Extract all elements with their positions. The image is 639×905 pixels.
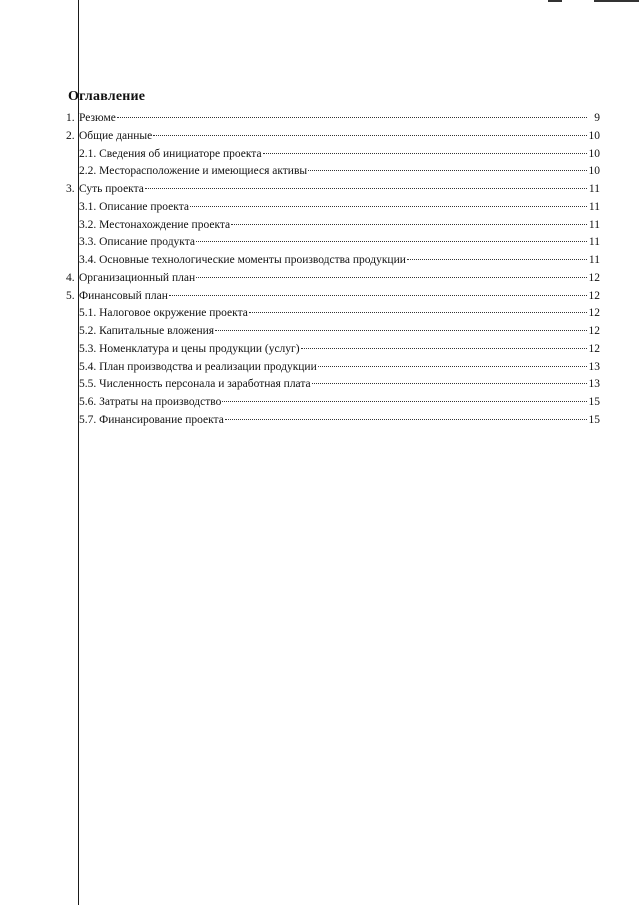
- toc-entry-page: 11: [588, 183, 600, 195]
- dot-leader: [249, 311, 587, 313]
- toc-entry-page: 15: [588, 413, 600, 426]
- toc-entry[interactable]: [66, 323, 600, 341]
- toc-entry-page: 12: [588, 307, 600, 320]
- toc-entry-page: 11: [588, 254, 600, 266]
- toc-entry[interactable]: [66, 270, 600, 288]
- toc-entry-label: Организационный план: [79, 271, 196, 284]
- dot-leader: [231, 223, 587, 225]
- toc-entry-label: Общие данные: [79, 129, 153, 142]
- toc-entry[interactable]: [66, 252, 600, 270]
- dot-leader: [312, 382, 587, 384]
- toc-entry-number: 4.: [66, 271, 75, 284]
- toc-entry[interactable]: [66, 146, 600, 164]
- toc-entry-page: 11: [588, 218, 600, 231]
- dot-leader: [407, 258, 587, 260]
- toc-entry-label: Финансовый план: [79, 289, 168, 302]
- toc-entry[interactable]: [66, 234, 600, 252]
- toc-entry[interactable]: [66, 199, 600, 217]
- toc-entry-page: 12: [588, 289, 600, 302]
- dot-leader: [196, 240, 587, 242]
- toc-entry-label: 2.1. Сведения об инициаторе проекта: [79, 147, 262, 160]
- dot-leader: [301, 347, 587, 349]
- toc-entry-label: 3.4. Основные технологические моменты производства продукции: [79, 254, 406, 266]
- dot-leader: [196, 276, 587, 278]
- toc-entry-number: 5.: [66, 289, 75, 302]
- toc-entry-label: 5.1. Налоговое окружение проекта: [79, 307, 248, 320]
- toc-entry-label: 3.3. Описание продукта: [79, 236, 196, 249]
- toc-entry[interactable]: [66, 359, 600, 377]
- toc-entry-page: 13: [588, 360, 600, 373]
- toc-entry-page: 11: [588, 200, 600, 213]
- toc-entry[interactable]: [66, 128, 600, 146]
- toc-entry-number: 3.: [66, 183, 75, 195]
- toc-entry-label: 5.4. План производства и реализации продукции: [79, 360, 317, 373]
- toc-entry-page: 12: [588, 342, 600, 355]
- dot-leader: [190, 205, 587, 207]
- toc-entry-label: 2.2. Месторасположение и имеющиеся активы: [79, 165, 308, 178]
- dot-leader: [308, 169, 587, 171]
- toc-entry-label: 5.3. Номенклатура и цены продукции (услуг): [79, 342, 300, 355]
- toc-entry-label: 5.2. Капитальные вложения: [79, 325, 215, 337]
- toc-entry[interactable]: [66, 217, 600, 235]
- dot-leader: [153, 134, 587, 136]
- toc-entry-label: Суть проекта: [79, 183, 144, 195]
- toc-entry-label: 5.6. Затраты на производство: [79, 396, 222, 408]
- toc-entry-page: 10: [588, 129, 600, 142]
- dot-leader: [318, 365, 587, 367]
- toc-entry[interactable]: [66, 394, 600, 412]
- dot-leader: [117, 116, 587, 118]
- dot-leader: [222, 400, 587, 402]
- toc-entry[interactable]: [66, 305, 600, 323]
- toc-entry-label: 3.1. Описание проекта: [79, 200, 189, 213]
- toc-title: Оглавление: [68, 89, 146, 104]
- toc-entry-page: 9: [594, 112, 600, 124]
- toc-entry-page: 12: [588, 325, 600, 337]
- scan-mark: [548, 0, 562, 2]
- toc-entry-page: 15: [588, 396, 600, 408]
- toc-entry[interactable]: [66, 376, 600, 394]
- toc-entry-page: 10: [588, 147, 600, 160]
- toc-entry[interactable]: [66, 163, 600, 181]
- toc-entry[interactable]: [66, 110, 600, 128]
- toc-entry-label: 5.7. Финансирование проекта: [79, 413, 224, 426]
- dot-leader: [169, 294, 587, 296]
- toc-entry-page: 10: [588, 165, 600, 178]
- dot-leader: [145, 187, 587, 189]
- toc-entry-label: 3.2. Местонахождение проекта: [79, 218, 231, 231]
- dot-leader: [263, 152, 587, 154]
- dot-leader: [225, 418, 587, 420]
- toc-entry-label: 5.5. Численность персонала и заработная плата: [79, 378, 311, 391]
- toc-entry[interactable]: [66, 181, 600, 199]
- toc-entry-page: 12: [588, 271, 600, 284]
- dot-leader: [215, 329, 587, 331]
- table-of-contents: [66, 110, 600, 430]
- toc-entry-page: 13: [588, 378, 600, 391]
- toc-entry[interactable]: [66, 341, 600, 359]
- toc-entry-number: 1.: [66, 112, 75, 124]
- toc-entry-number: 2.: [66, 129, 75, 142]
- toc-entry-label: Резюме: [79, 112, 116, 124]
- toc-entry-page: 11: [588, 236, 600, 249]
- toc-entry[interactable]: [66, 288, 600, 306]
- scan-mark: [594, 0, 639, 2]
- toc-entry[interactable]: [66, 412, 600, 430]
